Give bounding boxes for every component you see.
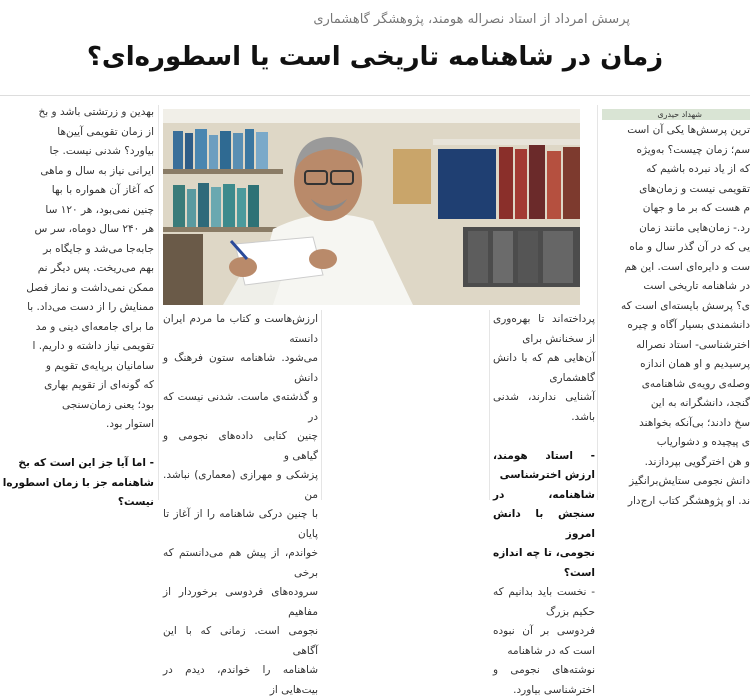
text-line: جابه‌جا می‌شد و جایگاه بر — [43, 242, 154, 255]
text-line: اخترشناسی- استاد نصراله — [636, 338, 750, 351]
text-line: و هن اخترگویی بپردازند. — [644, 455, 750, 468]
text-line: پزشکی و مهرازی (معماری) نباشد. من — [163, 469, 318, 501]
text-line: ی؟ پرسش بایسته‌ای است که — [620, 299, 750, 312]
text-line: ما برای جامعه‌ای دینی و مد — [35, 320, 154, 333]
text-line — [0, 435, 154, 455]
text-line: دانش نجومی ستایش‌برانگیز — [629, 475, 750, 487]
text-line: - اما آیا جز این است که بخ — [18, 457, 154, 469]
photo — [163, 109, 580, 305]
column-divider — [597, 105, 598, 500]
text-line: و گذشته‌ی ماست. شدنی نیست که در — [163, 391, 318, 423]
text-line: هر ۲۴۰ سال دوماه، سر س — [34, 223, 154, 235]
column-divider — [489, 310, 490, 500]
text-line: که از یاد نبرده باشیم که — [646, 163, 750, 175]
text-line: چنین نمی‌بود، هر ۱۲۰ سا — [45, 203, 154, 216]
text-line: ارزش‌هاست و کتاب ما مردم ایران دانسته — [163, 313, 318, 345]
text-line: - نخست باید بدانیم که حکیم بزرگ — [493, 586, 595, 618]
text-line: خواندم، از پیش هم می‌دانستم که برخی — [163, 547, 318, 579]
text-line: ممکن نمی‌داشت و نماز فصل — [26, 281, 154, 294]
text-line — [493, 427, 595, 447]
text-line: پرداخته‌اند تا بهره‌وری از سخنانش برای — [493, 313, 595, 345]
text-line: بهم می‌ریخت. پس دیگر نم — [37, 262, 154, 274]
column-middle-left — [326, 310, 486, 500]
text-line: گنجد، دانشگرانه به این — [650, 397, 750, 409]
text-line: که آغاز آن همواره با بها — [51, 184, 154, 196]
text-line: بیاورد؟ شدنی نیست. جا — [49, 145, 154, 157]
text-line: تقویمی نیست و زمان‌های — [639, 182, 750, 195]
text-line: نجومی است. زمانی که با این آگاهی — [163, 625, 318, 657]
text-line: ست و دایره‌ای است. این هم — [624, 260, 750, 273]
text-line: سم؛ زمان چیست؟ به‌ویژه — [636, 143, 750, 156]
text-line: نوشته‌های نجومی و اخترشناسی بیاورد. — [493, 664, 595, 696]
text-line: رد.- زمان‌هایی مانند زمان — [639, 221, 750, 234]
photo-illustration — [163, 109, 580, 305]
text-line: آن‌هایی هم که با دانش گاهشماری — [493, 352, 595, 384]
text-line: یی که در آن گذر سال و ماه — [629, 241, 750, 253]
text-line: آشنایی ندارند، شدنی باشد. — [493, 391, 595, 423]
text-line: ی پیچیده و دشواریاب — [656, 436, 750, 448]
text-line: می‌شود. شاهنامه ستون فرهنگ و دانش — [163, 352, 318, 384]
text-line: شاهنامه، در سنجش با دانش امروز — [493, 488, 595, 540]
header-rule — [0, 95, 750, 96]
column-divider — [158, 105, 159, 500]
column-middle-right — [493, 310, 595, 696]
text-line: م هست که بر ما و جهان — [642, 202, 750, 214]
text-line: نجومی، تا چه اندازه است؟ — [493, 547, 595, 579]
text-line: سامانیان برپایه‌ی تقویم و — [45, 359, 154, 372]
text-line: استوار بود. — [106, 418, 154, 430]
text-line: چنین کتابی داده‌های نجومی و گیاهی و — [163, 430, 318, 462]
text-line: فردوسی بر آن نبوده است که در شاهنامه — [493, 625, 595, 657]
byline: شهداد حیدری — [602, 109, 750, 120]
text-line: شاهنامه جز با زمان اسطوره‌ا — [2, 476, 154, 489]
text-line: ممنایش را از دست می‌داد. با — [27, 301, 154, 313]
text-line: از زمان تقویمی آیین‌ها — [57, 125, 154, 138]
text-line: نیست؟ — [117, 496, 154, 508]
text-line: در شاهنامه تاریخی است — [643, 280, 750, 292]
kicker: پرسش امرداد از استاد نصراله هومند، پژوهشگر گاهشماری — [313, 12, 630, 27]
column-left — [0, 103, 154, 508]
column-divider — [321, 310, 322, 500]
text-line: - استاد هومند، ارزش اخترشناسی — [493, 449, 595, 481]
text-line: دانشمندی بسیار آگاه و چیره — [627, 319, 750, 331]
text-line: ترین پرسش‌ها یکی آن است — [627, 124, 750, 136]
text-line: بود؛ یعنی زمان‌سنجی — [61, 398, 154, 411]
text-line: که گونه‌ای از تقویم بهاری — [44, 379, 154, 391]
text-line: شاهنامه را خواندم، دیدم در بیت‌هایی از — [163, 664, 318, 696]
text-line: پرسیدیم و او همان اندازه — [640, 358, 750, 370]
text-line: وصله‌ی رویه‌ی شاهنامه‌ی — [641, 377, 750, 390]
text-line: بهدین و زرتشتی باشد و بخ — [38, 106, 154, 118]
text-line: تقویمی نیاز داشته و داریم. ا — [32, 340, 154, 352]
text-line: سروده‌های فردوسی برخوردار از مفاهیم — [163, 586, 318, 618]
column-center — [163, 310, 318, 696]
text-line: ایرانی نیاز به سال و ماهی — [40, 164, 154, 177]
text-line: با چنین درکی شاهنامه را از آغاز تا پایان — [163, 508, 318, 540]
text-line: سخ دادند؛ بی‌آنکه بخواهند — [639, 416, 750, 429]
headline: زمان در شاهنامه تاریخی است یا اسطوره‌ای؟ — [86, 42, 664, 72]
text-line: ند. او پژوهشگر کتاب ارج‌دار — [627, 494, 750, 507]
column-right — [602, 121, 750, 507]
